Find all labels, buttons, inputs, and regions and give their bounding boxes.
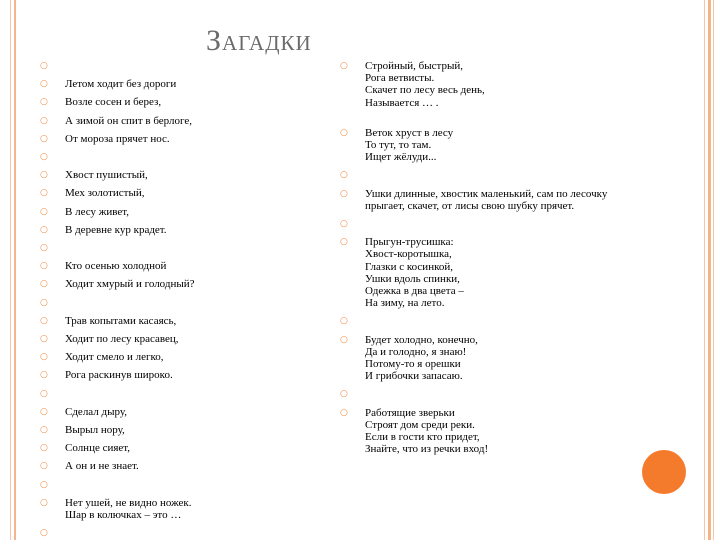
bullet-ring-icon: ○ <box>40 497 48 508</box>
bullet-ring-icon: ○ <box>340 188 348 199</box>
left-column-item-text: Хвост пушистый, <box>65 169 148 182</box>
bullet-ring-icon: ○ <box>40 133 48 144</box>
left-column-item <box>40 388 290 400</box>
right-column-item <box>340 334 640 383</box>
right-column-item <box>340 236 640 309</box>
left-column-item-text: Мех золотистый, <box>65 187 145 200</box>
bullet-ring-icon: ○ <box>40 206 48 217</box>
bullet-ring-icon: ○ <box>40 443 48 454</box>
left-column-item <box>40 242 290 254</box>
bullet-ring-icon: ○ <box>340 407 348 418</box>
bullet-ring-icon: ○ <box>40 370 48 381</box>
left-column-item <box>40 315 290 327</box>
bullet-ring-icon: ○ <box>40 61 48 71</box>
left-column-item <box>40 260 290 272</box>
bullet-ring-icon: ○ <box>340 170 348 181</box>
left-column-item <box>40 115 290 127</box>
left-column-item-text: Ходит по лесу красавец, <box>65 333 179 346</box>
bullet-ring-icon: ○ <box>40 261 48 272</box>
right-border-line-2 <box>708 0 711 540</box>
left-column-item-text: Кто осенью холодной <box>65 260 167 273</box>
left-column-item-text <box>65 242 68 254</box>
right-column-item-text <box>365 218 368 230</box>
bullet-ring-icon: ○ <box>40 315 48 326</box>
right-column-item <box>340 188 640 212</box>
right-column-item-text: Ушки длинные, хвостик маленький, сам по лесочку прыгает, скачет, от лисы свою шубку прячет. <box>365 187 608 212</box>
right-column-item <box>340 218 640 230</box>
left-column-item <box>40 442 290 454</box>
right-column-item-text: Работящие зверьки Строят дом среди реки. Если в гости кто придет, Знайте, что из речки вход! <box>365 406 489 456</box>
left-column-item-text: Ходит хмурый и голодный? <box>65 278 195 291</box>
right-border-line-1 <box>704 0 705 540</box>
right-column-item <box>340 407 640 456</box>
left-column-item <box>40 169 290 181</box>
bullet-ring-icon: ○ <box>40 406 48 417</box>
bullet-ring-icon: ○ <box>40 188 48 199</box>
left-column-item-text <box>65 297 68 309</box>
bullet-ring-icon: ○ <box>340 334 348 345</box>
left-column-item <box>40 224 290 236</box>
left-column-item-text: Рога раскинув широко. <box>65 369 173 382</box>
left-column-item-text: А он и не знает. <box>65 460 139 473</box>
bullet-ring-icon: ○ <box>340 61 348 71</box>
bullet-ring-icon: ○ <box>340 219 348 230</box>
left-column-item-text: Вырыл нору, <box>65 424 125 437</box>
bullet-ring-icon: ○ <box>340 237 348 248</box>
left-column-item-text: Летом ходит без дороги <box>65 78 177 91</box>
left-column-item-text: Возле сосен и берез, <box>65 96 162 109</box>
bullet-ring-icon: ○ <box>40 115 48 126</box>
right-column-item-text: Прыгун-трусишка: Хвост-коротышка, Глазки с косинкой, Ушки вдоль спинки, Одежка в два цвета – На зиму, на лето. <box>365 236 464 310</box>
bullet-ring-icon: ○ <box>40 334 48 345</box>
left-column-item-text <box>65 151 68 163</box>
left-column-item <box>40 527 290 539</box>
left-column-item-text: Нет ушей, не видно ножек. Шар в колючках – это … <box>65 496 192 522</box>
right-column-item-text: Веток хруст в лесу То тут, то там. Ищет жёлуди... <box>365 126 454 164</box>
left-column-item-text <box>65 479 68 491</box>
left-border-line-2 <box>14 0 16 540</box>
bullet-ring-icon: ○ <box>340 127 348 138</box>
left-column-item <box>40 351 290 363</box>
right-column-item <box>340 315 640 327</box>
decorative-circle <box>642 450 686 494</box>
right-column-item-text <box>365 315 368 327</box>
bullet-ring-icon: ○ <box>40 297 48 308</box>
bullet-ring-icon: ○ <box>40 97 48 108</box>
left-column-item-text: Сделал дыру, <box>65 405 128 418</box>
right-column-item-text: Стройный, быстрый, Рога ветвисты. Скачет по лесу весь день, Называется … . <box>365 60 485 109</box>
left-column-item <box>40 369 290 381</box>
right-column-item-text <box>365 169 368 181</box>
right-border-line-3 <box>713 0 714 540</box>
left-column-item <box>40 133 290 145</box>
left-column-item-text: Трав копытами касаясь, <box>65 314 177 327</box>
right-column-item-text <box>365 388 368 400</box>
left-column-item <box>40 78 290 90</box>
left-column-item <box>40 406 290 418</box>
left-column-item <box>40 479 290 491</box>
left-column-item <box>40 96 290 108</box>
left-column-item-text: От мороза прячет нос. <box>65 132 170 145</box>
bullet-ring-icon: ○ <box>40 279 48 290</box>
left-column-item-text <box>65 527 68 539</box>
right-column-item <box>340 388 640 400</box>
bullet-ring-icon: ○ <box>40 170 48 181</box>
bullet-ring-icon: ○ <box>40 152 48 163</box>
left-column-item <box>40 206 290 218</box>
bullet-ring-icon: ○ <box>340 389 348 400</box>
left-column-item <box>40 497 290 521</box>
right-column-item <box>340 127 640 164</box>
left-column-item <box>40 460 290 472</box>
left-column-item <box>40 333 290 345</box>
left-column-item-text: А зимой он спит в берлоге, <box>65 114 192 127</box>
left-column-item-text <box>65 388 68 400</box>
bullet-ring-icon: ○ <box>40 425 48 436</box>
bullet-ring-icon: ○ <box>40 224 48 235</box>
bullet-ring-icon: ○ <box>340 316 348 327</box>
left-column-item-text: В лесу живет, <box>65 205 129 218</box>
left-column-item <box>40 151 290 163</box>
left-column-item <box>40 424 290 436</box>
right-column-item-text: Будет холодно, конечно, Да и голодно, я знаю! Потому-то я орешки И грибочки запасаю. <box>365 333 478 383</box>
bullet-ring-icon: ○ <box>40 352 48 363</box>
bullet-ring-icon: ○ <box>40 528 48 539</box>
left-column-item-text <box>65 60 68 72</box>
left-column-item <box>40 278 290 290</box>
left-column-item <box>40 60 290 72</box>
right-column-item <box>340 169 640 181</box>
left-column-item <box>40 187 290 199</box>
left-text-column <box>40 60 290 545</box>
left-column-item-text: В деревне кур крадет. <box>65 223 167 236</box>
bullet-ring-icon: ○ <box>40 388 48 399</box>
slide-title: Загадки <box>206 24 312 57</box>
bullet-ring-icon: ○ <box>40 243 48 254</box>
left-column-item-text: Ходит смело и легко, <box>65 351 164 364</box>
bullet-ring-icon: ○ <box>40 79 48 90</box>
bullet-ring-icon: ○ <box>40 461 48 472</box>
right-text-column <box>340 60 640 461</box>
left-column-item <box>40 297 290 309</box>
right-column-item <box>340 60 640 109</box>
left-border-line-1 <box>10 0 11 540</box>
left-column-item-text: Солнце сияет, <box>65 442 131 455</box>
left-frame <box>0 0 9 540</box>
bullet-ring-icon: ○ <box>40 479 48 490</box>
